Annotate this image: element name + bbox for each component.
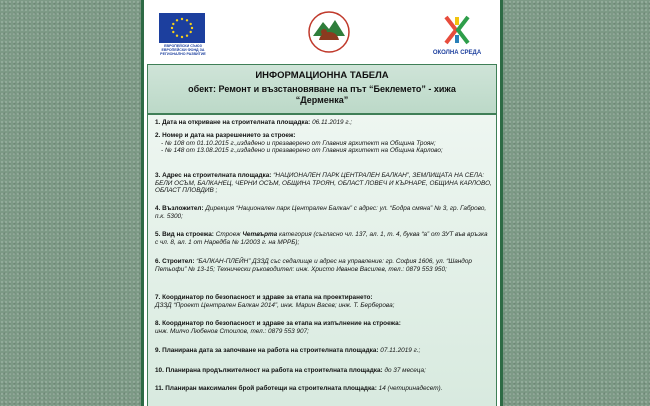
logo-strip (144, 0, 500, 62)
board-title: ИНФОРМАЦИОННА ТАБЕЛА (255, 70, 389, 81)
information-board (141, 0, 503, 406)
item-value: “БАЛКАН-ПЛЕЙН” ДЗЗД със седалище и адрес на управление: гр. София 1606, ул. “Шандор Петьофи” № 13-15; Технически ръководител: инж. Христо Иванов Василев, тел.: 0879 553 950; (155, 258, 472, 273)
item-permits (155, 132, 492, 155)
item-label: 5. Вид на строежа: (155, 231, 214, 238)
item-label: 4. Възложител: (155, 205, 204, 212)
object-name: обект: Ремонт и възстановяване на път “Беклемето” - хижа “Дерменка” (188, 84, 456, 105)
item-label: 6. Строител: (155, 258, 195, 265)
eu-caption: ЕВРОПЕЙСКИ СЪЮЗ ЕВРОПЕЙСКИ ФОНД ЗА РЕГИОНАЛНО РАЗВИТИЕ (160, 44, 206, 56)
item-label: 3. Адрес на строителната площадка: (155, 172, 272, 179)
item-max-workers (155, 385, 492, 393)
item-client (155, 205, 492, 220)
item-value: - № 148 от 13.08.2015 г.,издадено и презаверено от Главния архитект на Община Карлово; (161, 147, 443, 155)
item-label: 8. Координатор по безопасност и здраве за етапа на изпълнение на строежа: (155, 320, 401, 327)
eu-flag-icon (159, 13, 205, 43)
item-builder (155, 258, 492, 273)
item-value: “НАЦИОНАЛЕН ПАРК ЦЕНТРАЛЕН БАЛКАН”, ЗЕМЛИЩАТА НА СЕЛА: БЕЛИ ОСЪМ, БАЛКАНЕЦ, ЧЕРНИ ОСЪМ, ОБЩИНА ТРОЯН, ОБЛАСТ ЛОВЕЧ И КЪРНАРЕ, ОБЩИНА КАРЛОВО, ОБЛАСТ ПЛОВДИВ ; (155, 172, 492, 195)
item-execution-coordinator (155, 320, 492, 335)
national-park-logo-icon (307, 10, 351, 54)
item-label: 11. Планиран максимален брой работещи на строителната площадка: (155, 385, 377, 392)
item-value: категория (съгласно чл. 137, ал. 1, т. 4, буква “а” от ЗУТ във връзка с чл. 8, ал. 1 от Наредба № 1/2003 г. на МРРБ); (155, 231, 488, 246)
item-value: 07.11.2019 г.; (380, 347, 421, 354)
item-planned-duration (155, 367, 492, 375)
item-value: Строеж (215, 231, 243, 238)
environment-program-logo-icon (440, 13, 474, 47)
item-value: Дирекция “Национален парк Централен Балкан” с адрес: ул. “Бодра смяна” № 3, гр. Габрово, п.к. 5300; (155, 205, 487, 220)
item-design-coordinator (155, 294, 492, 309)
board-header (147, 64, 497, 114)
item-label: 7. Координатор по безопасност и здраве за етапа на проектирането: (155, 294, 373, 301)
item-value: 14 (четиринадесет). (378, 385, 443, 392)
item-site-address (155, 172, 492, 195)
item-construction-type (155, 231, 492, 246)
item-value: до 37 месеца; (384, 367, 426, 374)
item-label: 2. Номер и дата на разрешението за строеж: (155, 132, 296, 139)
item-opening-date (155, 119, 492, 127)
item-category: Четвърта (242, 231, 278, 238)
item-label: 10. Планирана продължителност на работа на строителната площадка: (155, 367, 383, 374)
environment-caption: ОКОЛНА СРЕДА (432, 50, 482, 56)
item-planned-start (155, 347, 492, 355)
item-label: 9. Планирана дата за започване на работа на строителната площадка: (155, 347, 379, 354)
details-panel (147, 114, 497, 406)
item-label: 1. Дата на откриване на строителната площадка: (155, 119, 311, 126)
item-value: 06.11.2019 г.; (312, 119, 353, 126)
item-value: - № 108 от 01.10.2015 г.,издадено и презаверено от Главния архитект на Община Троян; (161, 139, 436, 147)
item-value: ДЗЗД “Проект Централен Балкан 2014”, инж. Марин Васев; инж. Т. Берберова; (155, 301, 395, 309)
item-value: инж. Милчо Любенов Стоилов, тел.: 0879 553 907; (155, 327, 309, 335)
